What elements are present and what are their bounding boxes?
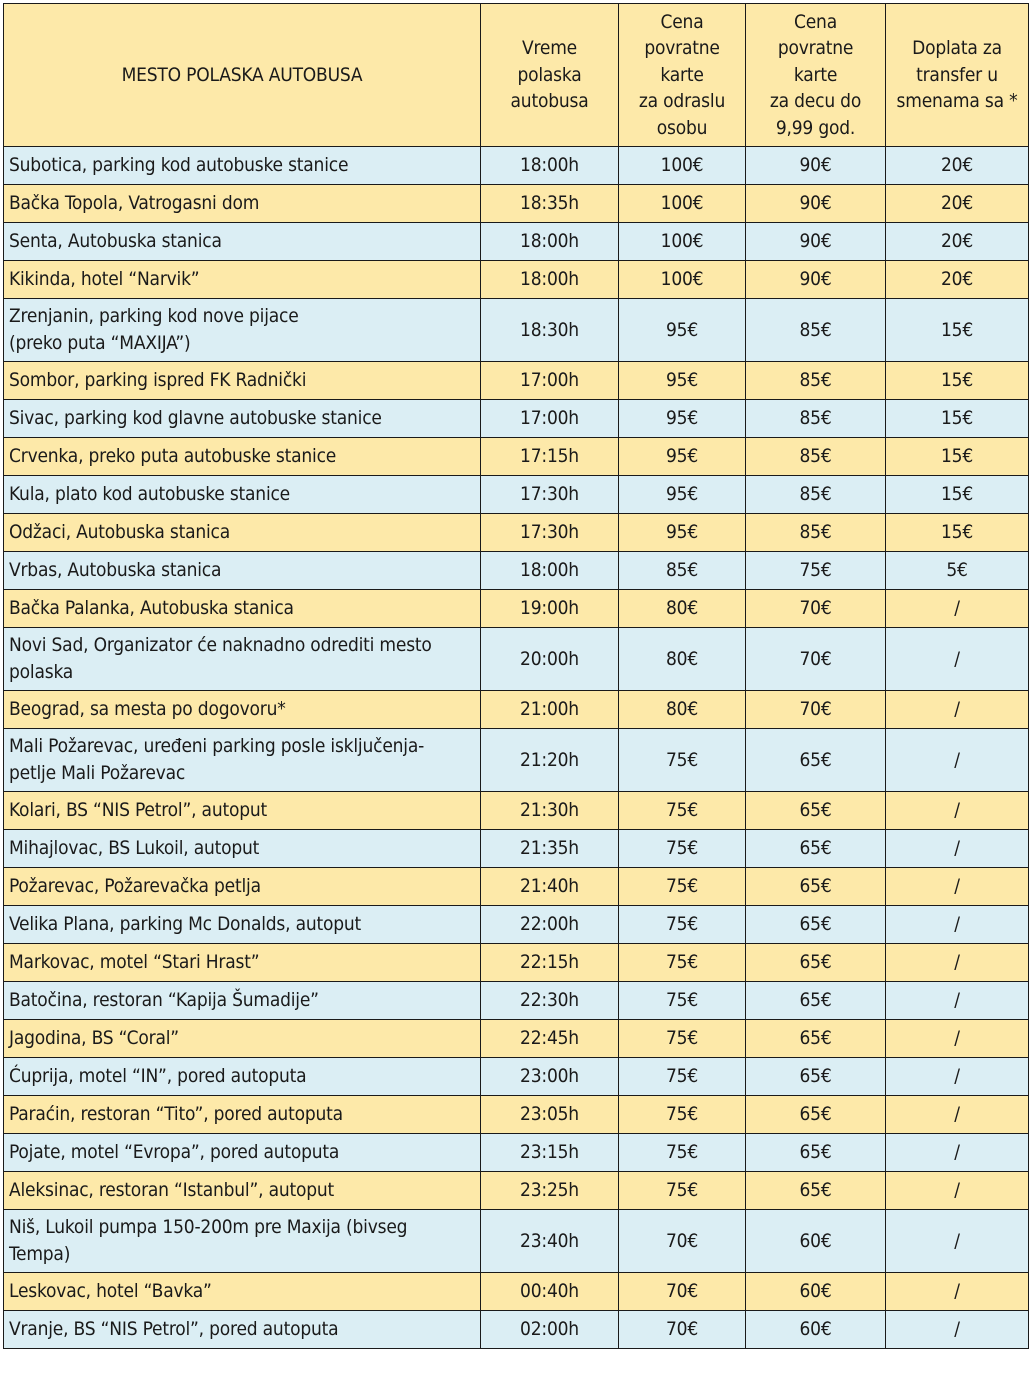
child-price-cell: 85€ bbox=[746, 299, 886, 362]
transfer-surcharge-cell: / bbox=[886, 792, 1029, 830]
transfer-surcharge-cell: 15€ bbox=[886, 514, 1029, 552]
departure-time-cell: 21:00h bbox=[481, 691, 619, 729]
departure-place-cell: Crvenka, preko puta autobuske stanice bbox=[4, 438, 481, 476]
departure-time-cell: 21:40h bbox=[481, 868, 619, 906]
header-line: Vreme bbox=[522, 37, 577, 60]
adult-price-cell: 80€ bbox=[619, 691, 746, 729]
transfer-surcharge-cell: / bbox=[886, 982, 1029, 1020]
table-row bbox=[4, 223, 1029, 261]
transfer-surcharge-cell: / bbox=[886, 830, 1029, 868]
table-row bbox=[4, 590, 1029, 628]
adult-price-cell: 95€ bbox=[619, 476, 746, 514]
header-line: osobu bbox=[656, 116, 708, 139]
adult-price-cell: 95€ bbox=[619, 299, 746, 362]
header-line: transfer u bbox=[916, 63, 998, 86]
departure-time-cell: 22:30h bbox=[481, 982, 619, 1020]
header-transfer-surcharge bbox=[886, 4, 1029, 147]
table-row bbox=[4, 1172, 1029, 1210]
transfer-surcharge-cell: 20€ bbox=[886, 147, 1029, 185]
adult-price-cell: 70€ bbox=[619, 1210, 746, 1273]
table-row bbox=[4, 628, 1029, 691]
departure-place-cell: Ćuprija, motel “IN”, pored autoputa bbox=[4, 1058, 481, 1096]
departure-time-cell: 00:40h bbox=[481, 1273, 619, 1311]
adult-price-cell: 75€ bbox=[619, 1096, 746, 1134]
adult-price-cell: 75€ bbox=[619, 1134, 746, 1172]
departure-time-cell: 23:25h bbox=[481, 1172, 619, 1210]
departure-place-cell: Jagodina, BS “Coral” bbox=[4, 1020, 481, 1058]
departure-place-line: Niš, Lukoil pumpa 150-200m pre Maxija (bivseg bbox=[9, 1216, 408, 1238]
departure-place-line: Novi Sad, Organizator će naknadno odrediti mesto bbox=[9, 634, 432, 656]
header-line: 9,99 god. bbox=[775, 116, 856, 139]
transfer-surcharge-cell: 15€ bbox=[886, 476, 1029, 514]
child-price-cell: 65€ bbox=[746, 982, 886, 1020]
departure-place-cell bbox=[4, 1210, 481, 1273]
table-row bbox=[4, 299, 1029, 362]
transfer-surcharge-cell: 20€ bbox=[886, 185, 1029, 223]
departure-place-cell bbox=[4, 299, 481, 362]
header-line: smenama sa * bbox=[896, 90, 1018, 113]
header-line: za odraslu bbox=[638, 90, 726, 113]
child-price-cell: 70€ bbox=[746, 628, 886, 691]
transfer-surcharge-cell: / bbox=[886, 1311, 1029, 1349]
child-price-cell: 60€ bbox=[746, 1210, 886, 1273]
child-price-cell: 65€ bbox=[746, 1134, 886, 1172]
departure-time-cell: 21:35h bbox=[481, 830, 619, 868]
departure-place-cell: Sivac, parking kod glavne autobuske stanice bbox=[4, 400, 481, 438]
transfer-surcharge-cell: / bbox=[886, 906, 1029, 944]
adult-price-cell: 75€ bbox=[619, 868, 746, 906]
departure-place-cell: Bačka Palanka, Autobuska stanica bbox=[4, 590, 481, 628]
departure-place-cell: Paraćin, restoran “Tito”, pored autoputa bbox=[4, 1096, 481, 1134]
departure-place-line: Zrenjanin, parking kod nove pijace bbox=[9, 305, 299, 327]
child-price-cell: 85€ bbox=[746, 438, 886, 476]
table-row bbox=[4, 552, 1029, 590]
departure-place-cell: Odžaci, Autobuska stanica bbox=[4, 514, 481, 552]
table-row bbox=[4, 400, 1029, 438]
departure-place-cell: Vranje, BS “NIS Petrol”, pored autoputa bbox=[4, 1311, 481, 1349]
departure-time-cell: 17:15h bbox=[481, 438, 619, 476]
transfer-surcharge-cell: 15€ bbox=[886, 299, 1029, 362]
header-line: karte bbox=[793, 63, 838, 86]
departure-time-cell: 18:00h bbox=[481, 223, 619, 261]
table-row bbox=[4, 514, 1029, 552]
departure-place-cell: Bačka Topola, Vatrogasni dom bbox=[4, 185, 481, 223]
transfer-surcharge-cell: / bbox=[886, 944, 1029, 982]
adult-price-cell: 75€ bbox=[619, 792, 746, 830]
adult-price-cell: 75€ bbox=[619, 944, 746, 982]
departure-place-cell: Mihajlovac, BS Lukoil, autoput bbox=[4, 830, 481, 868]
table-row bbox=[4, 1020, 1029, 1058]
table-row bbox=[4, 476, 1029, 514]
transfer-surcharge-cell: / bbox=[886, 868, 1029, 906]
child-price-cell: 65€ bbox=[746, 1020, 886, 1058]
table-row bbox=[4, 438, 1029, 476]
departure-place-cell: Pojate, motel “Evropa”, pored autoputa bbox=[4, 1134, 481, 1172]
child-price-cell: 65€ bbox=[746, 792, 886, 830]
departure-place-cell: Sombor, parking ispred FK Radnički bbox=[4, 362, 481, 400]
child-price-cell: 65€ bbox=[746, 1172, 886, 1210]
transfer-surcharge-cell: / bbox=[886, 590, 1029, 628]
departure-time-cell: 17:30h bbox=[481, 476, 619, 514]
adult-price-cell: 100€ bbox=[619, 147, 746, 185]
table-row bbox=[4, 1134, 1029, 1172]
departure-time-cell: 18:00h bbox=[481, 261, 619, 299]
table-row bbox=[4, 185, 1029, 223]
table-row bbox=[4, 362, 1029, 400]
child-price-cell: 60€ bbox=[746, 1273, 886, 1311]
transfer-surcharge-cell: / bbox=[886, 1096, 1029, 1134]
table-row bbox=[4, 944, 1029, 982]
adult-price-cell: 75€ bbox=[619, 1172, 746, 1210]
departure-time-cell: 18:35h bbox=[481, 185, 619, 223]
adult-price-cell: 85€ bbox=[619, 552, 746, 590]
adult-price-cell: 100€ bbox=[619, 185, 746, 223]
child-price-cell: 90€ bbox=[746, 261, 886, 299]
departure-time-cell: 18:00h bbox=[481, 552, 619, 590]
adult-price-cell: 95€ bbox=[619, 438, 746, 476]
departure-place-cell: Velika Plana, parking Mc Donalds, autoput bbox=[4, 906, 481, 944]
table-row bbox=[4, 868, 1029, 906]
transfer-surcharge-cell: 20€ bbox=[886, 223, 1029, 261]
departure-time-cell: 17:00h bbox=[481, 400, 619, 438]
header-line: za decu do bbox=[769, 90, 862, 113]
departure-place-cell bbox=[4, 628, 481, 691]
departure-time-cell: 22:00h bbox=[481, 906, 619, 944]
header-departure-time bbox=[481, 4, 619, 147]
child-price-cell: 90€ bbox=[746, 185, 886, 223]
transfer-surcharge-cell: 20€ bbox=[886, 261, 1029, 299]
departure-time-cell: 18:00h bbox=[481, 147, 619, 185]
transfer-surcharge-cell: / bbox=[886, 1273, 1029, 1311]
table-row bbox=[4, 906, 1029, 944]
table-row bbox=[4, 982, 1029, 1020]
transfer-surcharge-cell: / bbox=[886, 729, 1029, 792]
transfer-surcharge-cell: / bbox=[886, 1020, 1029, 1058]
departure-time-cell: 02:00h bbox=[481, 1311, 619, 1349]
transfer-surcharge-cell: 15€ bbox=[886, 362, 1029, 400]
departure-place-cell: Senta, Autobuska stanica bbox=[4, 223, 481, 261]
header-line: povratne bbox=[777, 37, 854, 60]
header-line: Cena bbox=[794, 10, 837, 33]
departure-place-cell: Beograd, sa mesta po dogovoru* bbox=[4, 691, 481, 729]
adult-price-cell: 75€ bbox=[619, 830, 746, 868]
departure-time-cell: 19:00h bbox=[481, 590, 619, 628]
header-adult-price bbox=[619, 4, 746, 147]
table-row bbox=[4, 830, 1029, 868]
departure-price-table bbox=[3, 3, 1029, 1349]
departure-place-cell: Aleksinac, restoran “Istanbul”, autoput bbox=[4, 1172, 481, 1210]
transfer-surcharge-cell: / bbox=[886, 1058, 1029, 1096]
table-row bbox=[4, 729, 1029, 792]
departure-time-cell: 22:15h bbox=[481, 944, 619, 982]
adult-price-cell: 70€ bbox=[619, 1311, 746, 1349]
adult-price-cell: 95€ bbox=[619, 514, 746, 552]
departure-place-cell: Kikinda, hotel “Narvik” bbox=[4, 261, 481, 299]
child-price-cell: 70€ bbox=[746, 590, 886, 628]
departure-place-cell: Subotica, parking kod autobuske stanice bbox=[4, 147, 481, 185]
header-departure-place: MESTO POLASKA AUTOBUSA bbox=[4, 4, 481, 147]
adult-price-cell: 75€ bbox=[619, 1020, 746, 1058]
departure-time-cell: 23:15h bbox=[481, 1134, 619, 1172]
departure-place-cell: Markovac, motel “Stari Hrast” bbox=[4, 944, 481, 982]
table-row bbox=[4, 147, 1029, 185]
child-price-cell: 75€ bbox=[746, 552, 886, 590]
header-line: Cena bbox=[660, 10, 704, 33]
departure-place-cell: Kula, plato kod autobuske stanice bbox=[4, 476, 481, 514]
departure-time-cell: 23:00h bbox=[481, 1058, 619, 1096]
header-child-price bbox=[746, 4, 886, 147]
departure-time-cell: 17:30h bbox=[481, 514, 619, 552]
child-price-cell: 85€ bbox=[746, 400, 886, 438]
departure-place-line: Mali Požarevac, uređeni parking posle isključenja- bbox=[9, 735, 425, 757]
adult-price-cell: 80€ bbox=[619, 628, 746, 691]
adult-price-cell: 70€ bbox=[619, 1273, 746, 1311]
departure-place-line: petlje Mali Požarevac bbox=[9, 762, 186, 784]
departure-time-cell: 22:45h bbox=[481, 1020, 619, 1058]
header-line: polaska bbox=[517, 63, 582, 86]
table-row bbox=[4, 1273, 1029, 1311]
table-row bbox=[4, 691, 1029, 729]
child-price-cell: 70€ bbox=[746, 691, 886, 729]
child-price-cell: 65€ bbox=[746, 729, 886, 792]
departure-time-cell: 18:30h bbox=[481, 299, 619, 362]
transfer-surcharge-cell: / bbox=[886, 1134, 1029, 1172]
header-line: povratne bbox=[644, 37, 720, 60]
adult-price-cell: 80€ bbox=[619, 590, 746, 628]
child-price-cell: 90€ bbox=[746, 223, 886, 261]
header-line: Doplata za bbox=[912, 37, 1002, 60]
table-row bbox=[4, 1210, 1029, 1273]
child-price-cell: 65€ bbox=[746, 944, 886, 982]
table-row bbox=[4, 1058, 1029, 1096]
adult-price-cell: 75€ bbox=[619, 982, 746, 1020]
child-price-cell: 65€ bbox=[746, 830, 886, 868]
child-price-cell: 90€ bbox=[746, 147, 886, 185]
departure-place-cell: Batočina, restoran “Kapija Šumadije” bbox=[4, 982, 481, 1020]
adult-price-cell: 95€ bbox=[619, 400, 746, 438]
departure-place-cell: Kolari, BS “NIS Petrol”, autoput bbox=[4, 792, 481, 830]
transfer-surcharge-cell: 15€ bbox=[886, 438, 1029, 476]
departure-time-cell: 21:20h bbox=[481, 729, 619, 792]
header-row bbox=[4, 4, 1029, 147]
child-price-cell: 65€ bbox=[746, 1096, 886, 1134]
adult-price-cell: 75€ bbox=[619, 1058, 746, 1096]
departure-time-cell: 20:00h bbox=[481, 628, 619, 691]
child-price-cell: 60€ bbox=[746, 1311, 886, 1349]
departure-place-line: (preko puta “MAXIJA”) bbox=[9, 332, 191, 354]
table-row bbox=[4, 261, 1029, 299]
child-price-cell: 65€ bbox=[746, 1058, 886, 1096]
child-price-cell: 65€ bbox=[746, 868, 886, 906]
transfer-surcharge-cell: / bbox=[886, 691, 1029, 729]
adult-price-cell: 100€ bbox=[619, 261, 746, 299]
table-body bbox=[4, 147, 1029, 1349]
departure-time-cell: 21:30h bbox=[481, 792, 619, 830]
transfer-surcharge-cell: 5€ bbox=[886, 552, 1029, 590]
child-price-cell: 85€ bbox=[746, 514, 886, 552]
transfer-surcharge-cell: / bbox=[886, 1172, 1029, 1210]
departure-place-cell: Leskovac, hotel “Bavka” bbox=[4, 1273, 481, 1311]
child-price-cell: 65€ bbox=[746, 906, 886, 944]
departure-time-cell: 17:00h bbox=[481, 362, 619, 400]
adult-price-cell: 100€ bbox=[619, 223, 746, 261]
child-price-cell: 85€ bbox=[746, 362, 886, 400]
table-header bbox=[4, 4, 1029, 147]
departure-place-cell bbox=[4, 729, 481, 792]
transfer-surcharge-cell: 15€ bbox=[886, 400, 1029, 438]
table-row bbox=[4, 792, 1029, 830]
departure-place-cell: Požarevac, Požarevačka petlja bbox=[4, 868, 481, 906]
header-line: karte bbox=[660, 63, 704, 86]
adult-price-cell: 75€ bbox=[619, 729, 746, 792]
header-line: autobusa bbox=[510, 90, 589, 113]
departure-time-cell: 23:40h bbox=[481, 1210, 619, 1273]
adult-price-cell: 95€ bbox=[619, 362, 746, 400]
table-row bbox=[4, 1096, 1029, 1134]
child-price-cell: 85€ bbox=[746, 476, 886, 514]
transfer-surcharge-cell: / bbox=[886, 628, 1029, 691]
table-row bbox=[4, 1311, 1029, 1349]
departure-place-line: polaska bbox=[9, 661, 74, 683]
departure-place-cell: Vrbas, Autobuska stanica bbox=[4, 552, 481, 590]
transfer-surcharge-cell: / bbox=[886, 1210, 1029, 1273]
departure-time-cell: 23:05h bbox=[481, 1096, 619, 1134]
adult-price-cell: 75€ bbox=[619, 906, 746, 944]
departure-place-line: Tempa) bbox=[9, 1243, 71, 1265]
